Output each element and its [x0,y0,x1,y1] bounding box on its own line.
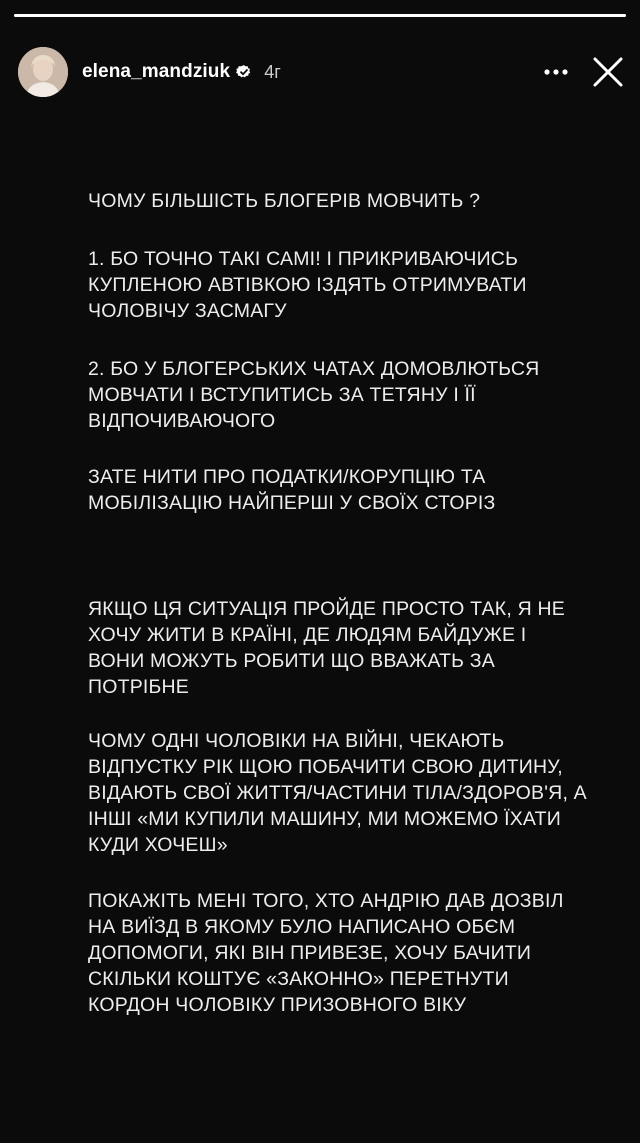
close-button[interactable] [586,50,630,94]
story-text-paragraph: 1. БО ТОЧНО ТАКІ САМІ! І ПРИКРИВАЮЧИСЬ КУПЛЕНОЮ АВТІВКОЮ ІЗДЯТЬ ОТРИМУВАТИ ЧОЛОВІЧУ ЗАСМАГУ [88,248,527,322]
story-text-paragraph: ЗАТЕ НИТИ ПРО ПОДАТКИ/КОРУПЦІЮ ТА МОБІЛІЗАЦІЮ НАЙПЕРШІ У СВОЇХ СТОРІЗ [88,466,496,514]
username[interactable]: elena_mandziuk [82,61,231,82]
close-icon [592,56,624,88]
post-time: 4г [264,61,281,82]
verified-badge-icon [236,64,252,80]
more-horizontal-icon [543,68,569,76]
story-text-paragraph: ЯКЩО ЦЯ СИТУАЦІЯ ПРОЙДЕ ПРОСТО ТАК, Я НЕ ХОЧУ ЖИТИ В КРАЇНІ, ДЕ ЛЮДЯМ БАЙДУЖЕ І ВОНИ МОЖУТЬ РОБИТИ ЩО ВВАЖАТЬ ЗА ПОТРІБНЕ [88,598,565,698]
story-header [18,44,630,100]
story-progress-bar [14,14,626,17]
story-text-paragraph: 2. БО У БЛОГЕРСЬКИХ ЧАТАХ ДОМОВЛЮТЬСЯ МОВЧАТИ І ВСТУПИТИСЬ ЗА ТЕТЯНУ І ЇЇ ВІДПОЧИВАЮЧОГО [88,358,540,432]
avatar-image [18,47,68,97]
story-text-paragraph: ПОКАЖІТЬ МЕНІ ТОГО, ХТО АНДРІЮ ДАВ ДОЗВІЛ НА ВИЇЗД В ЯКОМУ БУЛО НАПИСАНО ОБЄМ ДОПОМОГИ, ЯКІ ВІН ПРИВЕЗЕ, ХОЧУ БАЧИТИ СКІЛЬКИ КОШТУЄ «ЗАКОННО» ПЕРЕТНУТИ КОРДОН ЧОЛОВІКУ ПРИЗОВНОГО ВІКУ [88,890,564,1016]
story-text-paragraph: ЧОМУ ОДНІ ЧОЛОВІКИ НА ВІЙНІ, ЧЕКАЮТЬ ВІДПУСТКУ РІК ЩОЮ ПОБАЧИТИ СВОЮ ДИТИНУ, ВІДАЮТЬ СВОЇ ЖИТТЯ/ЧАСТИНИ ТІЛА/ЗДОРОВ'Я, А ІНШІ «МИ КУПИЛИ МАШИНУ, МИ МОЖЕМО ЇХАТИ КУДИ ХОЧЕШ» [88,730,587,856]
story-text-paragraph: ЧОМУ БІЛЬШІСТЬ БЛОГЕРІВ МОВЧИТЬ ? [88,190,481,212]
story-progress-fill [14,14,626,17]
more-options-button[interactable] [536,52,576,92]
avatar[interactable] [18,47,68,97]
